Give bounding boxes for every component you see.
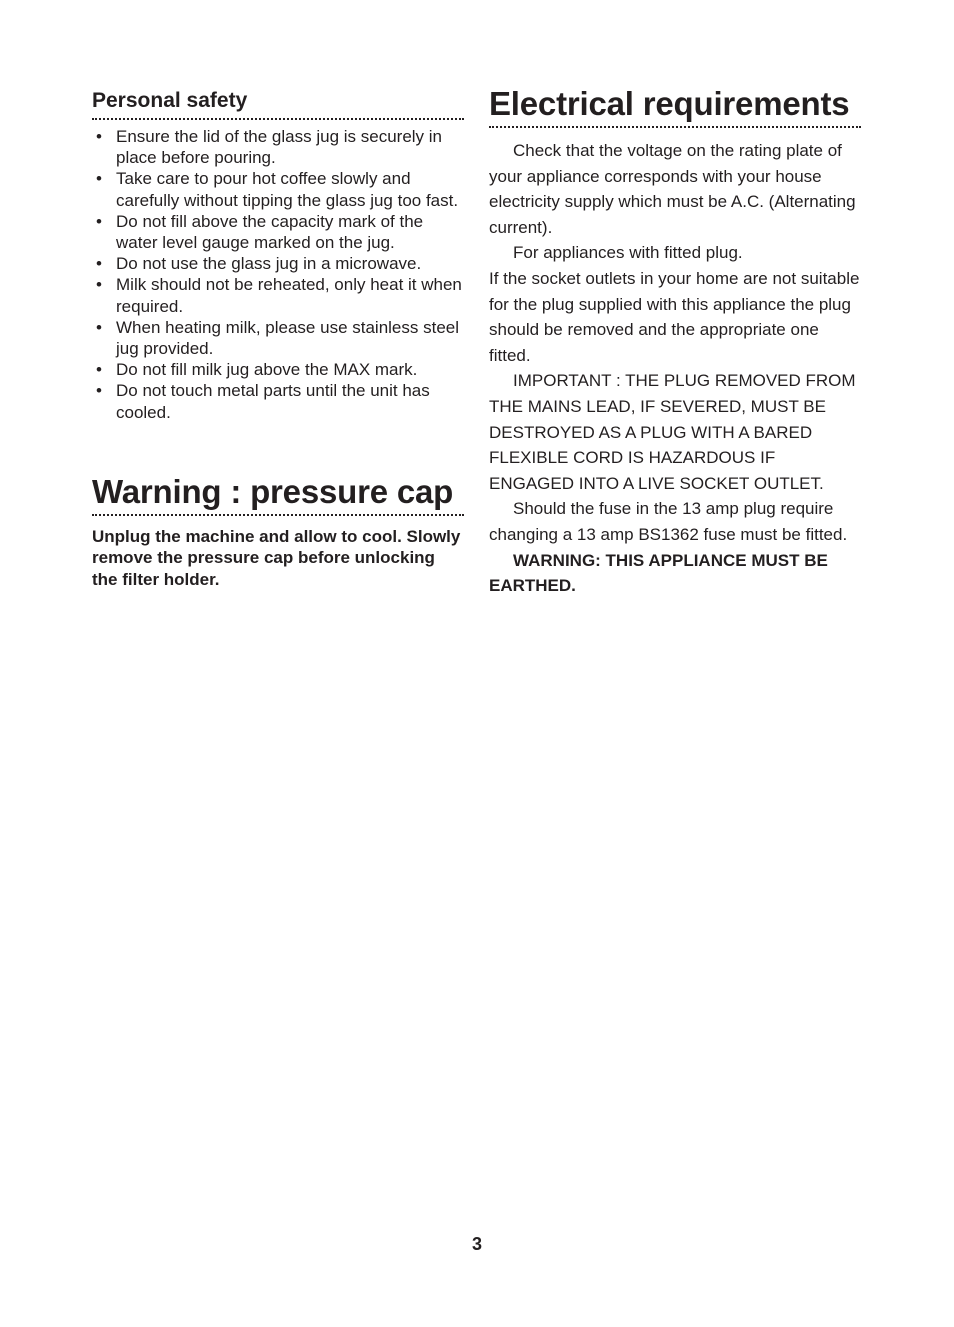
list-item xyxy=(92,253,464,274)
list-item-text: When heating milk, please use stainless steel jug provided. xyxy=(116,317,460,359)
page-number: 3 xyxy=(471,1234,482,1254)
paragraph: Should the fuse in the 13 amp plug require changing a 13 amp BS1362 fuse must be fitted. xyxy=(489,499,848,544)
list-item-text: Do not use the glass jug in a microwave. xyxy=(116,254,422,274)
pressure-cap-section xyxy=(92,472,464,591)
list-item-text: Milk should not be reheated, only heat it when required. xyxy=(116,275,462,316)
list-item-text: Do not touch metal parts until the unit has cooled. xyxy=(116,381,430,422)
list-item xyxy=(92,211,464,253)
left-column xyxy=(92,86,464,591)
bullet-icon: • xyxy=(96,169,102,189)
heading-divider xyxy=(489,126,861,128)
electrical-heading: Electrical requirements xyxy=(489,85,850,122)
list-item-text: Do not fill milk jug above the MAX mark. xyxy=(116,360,418,380)
list-item xyxy=(92,126,464,168)
right-column xyxy=(489,84,861,599)
list-item xyxy=(92,380,464,422)
list-item-text: Do not fill above the capacity mark of the water level gauge marked on the jug. xyxy=(116,211,424,253)
bullet-icon: • xyxy=(96,317,102,337)
personal-safety-heading: Personal safety xyxy=(92,89,248,112)
heading-divider xyxy=(92,514,464,516)
electrical-body xyxy=(489,138,861,599)
paragraph: IMPORTANT : THE PLUG REMOVED FROM THE MAINS LEAD, IF SEVERED, MUST BE DESTROYED AS A PLUG WITH A BARED FLEXIBLE CORD IS HAZARDOUS IF ENGAGED INTO A LIVE SOCKET OUTLET. xyxy=(489,371,856,493)
list-item xyxy=(92,168,464,210)
paragraph: Check that the voltage on the rating plate of your appliance corresponds with your house electricity supply which must be A.C. (Alternating current). xyxy=(489,141,856,237)
pressure-cap-heading: Warning : pressure cap xyxy=(92,472,454,510)
pressure-cap-text: Unplug the machine and allow to cool. Slowly remove the pressure cap before unlocking the filter holder. xyxy=(92,526,461,590)
paragraph: For appliances with fitted plug. xyxy=(513,243,743,263)
paragraph: If the socket outlets in your home are not suitable for the plug supplied with this appliance the plug should be removed and the appropriate one fitted. xyxy=(489,268,860,365)
electrical-section xyxy=(489,84,861,599)
list-item xyxy=(92,274,464,316)
bullet-icon: • xyxy=(96,360,102,380)
personal-safety-list xyxy=(92,126,464,423)
personal-safety-section xyxy=(92,86,464,423)
list-item-text: Take care to pour hot coffee slowly and carefully without tipping the glass jug too fast. xyxy=(116,169,459,210)
earthing-warning: WARNING: THIS APPLIANCE MUST BE EARTHED. xyxy=(489,550,828,596)
list-item xyxy=(92,359,464,380)
bullet-icon: • xyxy=(96,275,102,295)
bullet-icon: • xyxy=(96,254,102,274)
bullet-icon: • xyxy=(96,127,102,146)
bullet-icon: • xyxy=(96,211,102,231)
bullet-icon: • xyxy=(96,381,102,401)
list-item xyxy=(92,317,464,359)
list-item-text: Ensure the lid of the glass jug is securely in place before pouring. xyxy=(116,127,443,168)
heading-divider xyxy=(92,118,464,120)
